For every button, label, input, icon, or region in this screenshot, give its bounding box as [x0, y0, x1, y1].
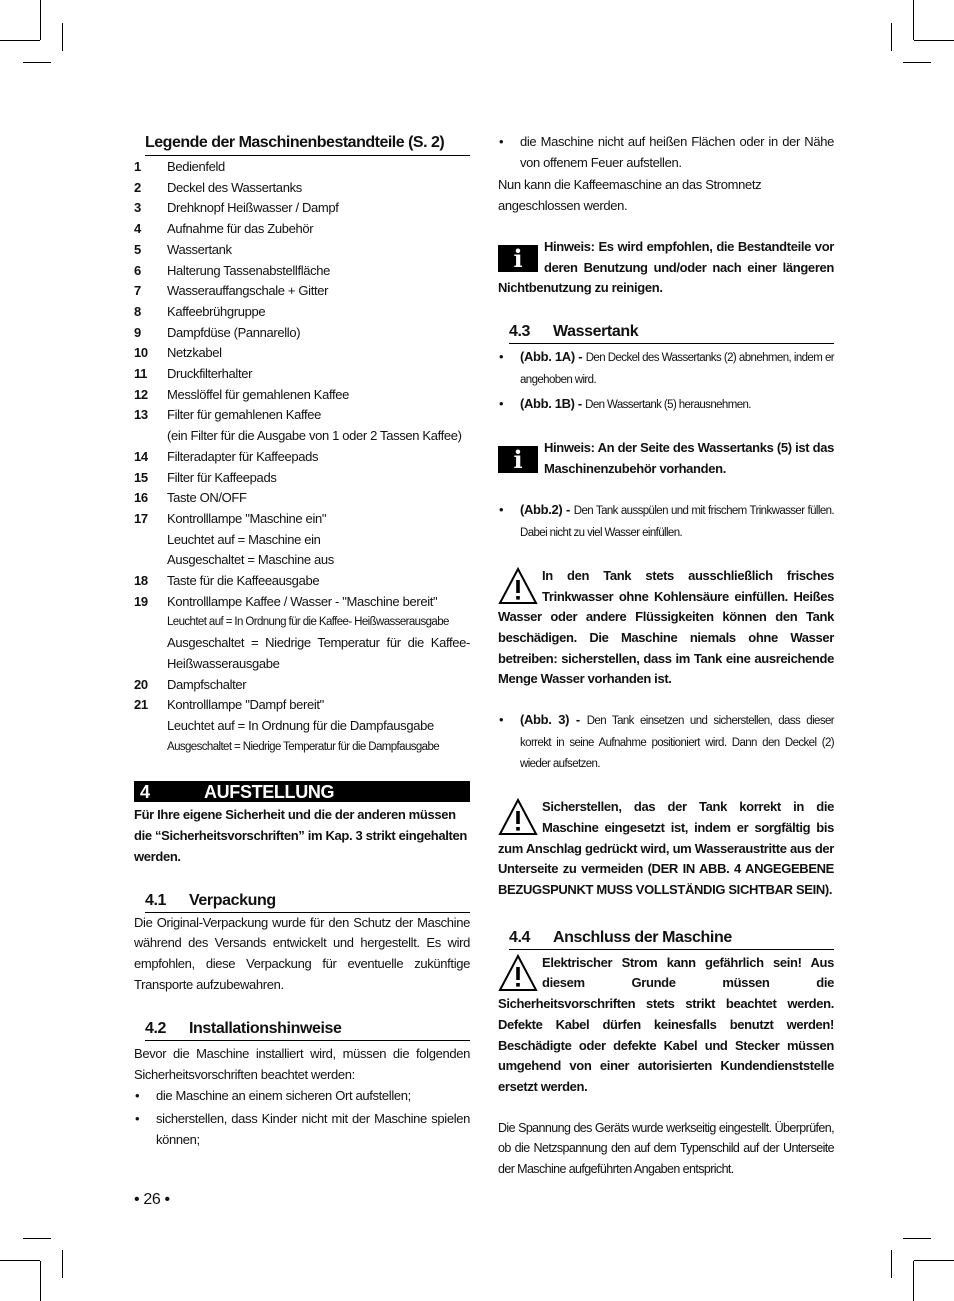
legend-item-detail: [134, 737, 470, 758]
legend-item-number: 14: [134, 448, 148, 464]
legend-item-label: Bedienfeld: [167, 159, 225, 174]
left-column: [134, 132, 470, 1151]
right-column: [498, 132, 834, 1180]
warning-icon: [498, 954, 538, 992]
list-item: • (Abb. 3) - Den Tank einsetzen und sicherstellen, dass dieser korrekt in seine Aufnahme positioniert wird. Dann den Deckel (2) wieder aufsetzen.: [499, 712, 835, 771]
legend-item-label: Taste ON/OFF: [167, 490, 247, 506]
legend-item-number: [134, 633, 167, 674]
legend-item-number: 10: [134, 345, 148, 361]
legend-item-label: Ausgeschaltet = Niedrige Temperatur für die Kaffee-Heißwasserausgabe: [167, 635, 470, 671]
legend-item-number: [134, 716, 167, 737]
legend-item: [134, 343, 470, 364]
legend-item: [134, 405, 470, 426]
legend-item-label: Dampfdüse (Pannarello): [167, 324, 301, 340]
warning-icon: [498, 798, 538, 836]
legend-item-label: Leuchtet auf = Maschine ein: [167, 531, 321, 547]
legend-item-number: 21: [134, 697, 148, 713]
list-item: • die Maschine an einem sicheren Ort aufstellen;: [135, 1087, 411, 1103]
legend-item: [134, 178, 470, 199]
crop-mark: [891, 23, 892, 51]
legend-item: [134, 198, 470, 219]
info-icon: i: [498, 446, 538, 473]
section-4-intro: Für Ihre eigene Sicherheit und die der anderen müssen die “Sicherheitsvorschriften” im Kap. 3 strikt eingehalten werden.: [134, 807, 467, 864]
legend-item-number: 5: [134, 241, 141, 257]
legend-item: [134, 488, 470, 509]
legend-item-number: 4: [134, 221, 141, 237]
subsection-4-2-header: [145, 1019, 470, 1041]
legend-item-number: 16: [134, 490, 148, 506]
legend-item-number: 13: [134, 407, 148, 423]
subsection-4-3-header: [509, 322, 834, 344]
legend-item-label: Wasserauffangschale + Gitter: [167, 283, 329, 299]
section-title: AUFSTELLUNG: [204, 782, 335, 803]
legend-item-number: 11: [134, 366, 148, 382]
legend-item-number: 6: [134, 262, 141, 278]
legend-item-number: 18: [134, 573, 148, 589]
connection-ready-text: Nun kann die Kaffeemaschine an das Stromnetz angeschlossen werden.: [498, 177, 762, 214]
legend-item-number: 12: [134, 386, 148, 402]
figure-ref: (Abb. 3) -: [520, 712, 580, 728]
legend-item-number: 1: [134, 159, 141, 174]
list-item: • sicherstellen, dass Kinder nicht mit der Maschine spielen können;: [135, 1111, 470, 1148]
legend-item-number: 7: [134, 283, 141, 299]
legend-item: [134, 157, 470, 178]
legend-item: [134, 675, 470, 696]
subsection-number: 4.3: [509, 322, 531, 340]
page-number: • 26 •: [134, 1191, 170, 1208]
figure-ref: (Abb. 1B) -: [520, 396, 582, 412]
legend-item: [134, 240, 470, 261]
legend-item-label: Dampfschalter: [167, 676, 247, 692]
packaging-text: Die Original-Verpackung wurde für den Schutz der Maschine während des Versands entwickelt und hergestellt. Es wird empfohlen, diese Verpackung für eventuelle zukünftige Transporte aufzubewahren.: [134, 914, 470, 992]
legend-item-label: (ein Filter für die Ausgabe von 1 oder 2 Tassen Kaffee): [167, 428, 462, 444]
crop-mark: [903, 1238, 931, 1239]
subsection-number: 4.1: [145, 891, 167, 909]
legend-list: [134, 157, 470, 757]
crop-mark: [0, 40, 40, 41]
legend-item-number: 8: [134, 303, 141, 319]
legend-item: [134, 323, 470, 344]
legend-item-label: Filter für gemahlenen Kaffee: [167, 407, 322, 423]
legend-item-number: [134, 550, 167, 571]
subsection-title: Installationshinweise: [189, 1020, 342, 1038]
legend-item-label: Messlöffel für gemahlenen Kaffee: [167, 386, 349, 402]
list-item: • (Abb. 1A) - Den Deckel des Wassertanks (2) abnehmen, indem er angehoben wird.: [499, 348, 835, 386]
info-note-text: Hinweis: An der Seite des Wassertanks (5) ist das Maschinenzubehör vorhanden.: [544, 440, 834, 476]
subsection-title: Anschluss der Maschine: [553, 928, 732, 946]
legend-item-label: Wassertank: [167, 241, 232, 257]
legend-item-number: 15: [134, 469, 148, 485]
legend-item-label: Filteradapter für Kaffeepads: [167, 448, 319, 464]
legend-item-label: Netzkabel: [167, 345, 222, 361]
installation-text: Bevor die Maschine installiert wird, müssen die folgenden Sicherheitsvorschriften beachtet werden:: [134, 1046, 470, 1083]
list-item: • (Abb. 1B) - Den Wassertank (5) herausnehmen.: [499, 396, 751, 412]
subsection-4-1-header: [145, 891, 470, 913]
legend-item-detail: [134, 612, 470, 633]
crop-mark: [23, 62, 51, 63]
figure-ref: (Abb. 1A) -: [520, 348, 583, 364]
warning-text: Elektrischer Strom kann gefährlich sein! Aus diesem Grunde müssen die Sicherheitsvorschriften stets strikt beachtet werden. Defekte Kabel dürfen keinesfalls benutzt werden! Beschädigte oder defekte Kabel und Stecker müssen umgehend von einer autorisierten Kundendienststelle ersetzt werden.: [498, 954, 834, 1094]
crop-mark: [891, 1250, 892, 1278]
legend-item-detail: [134, 716, 470, 737]
legend-item-number: 20: [134, 676, 148, 692]
info-note: [498, 237, 834, 299]
legend-item-label: Kontrolllampe "Dampf bereit": [167, 697, 324, 713]
legend-item: [134, 219, 470, 240]
warning-note: [498, 953, 834, 1098]
legend-item-detail: [134, 633, 470, 674]
legend-item: [134, 261, 470, 282]
crop-mark: [914, 1260, 954, 1261]
warning-note: [498, 797, 834, 901]
legend-item-label: Leuchtet auf = In Ordnung für die Dampfausgabe: [167, 717, 434, 733]
legend-item-number: [134, 426, 167, 447]
crop-mark: [40, 0, 41, 40]
crop-mark: [913, 1261, 914, 1301]
subsection-number: 4.2: [145, 1020, 167, 1038]
list-item: • (Abb.2) - Den Tank ausspülen und mit frischem Trinkwasser füllen. Dabei nicht zu viel Wasser einfüllen.: [499, 502, 834, 540]
crop-mark: [40, 1261, 41, 1301]
legend-title: Legende der Maschinenbestandteile (S. 2): [145, 132, 470, 156]
section-number: 4: [140, 782, 150, 803]
crop-mark: [914, 40, 954, 41]
warning-text: In den Tank stets ausschließlich frisches Trinkwasser ohne Kohlensäure einfüllen. Heißes Wasser oder andere Flüssigkeiten können den Tank beschädigen. Die Maschine niemals ohne Wasser betreiben: sicherstellen, dass im Tank eine ausreichende Menge Wasser vorhanden ist.: [498, 567, 834, 687]
subsection-number: 4.4: [509, 928, 531, 946]
legend-item-label: Kontrolllampe "Maschine ein": [167, 510, 327, 526]
legend-item: [134, 281, 470, 302]
voltage-text: Die Spannung des Geräts wurde werkseitig eingestellt. Überprüfen, ob die Netzspannung den auf dem Typenschild auf der Unterseite der Maschine aufgeführten Angaben entspricht.: [498, 1120, 834, 1177]
legend-item-label: Drehknopf Heißwasser / Dampf: [167, 200, 339, 216]
legend-item-number: 3: [134, 200, 141, 216]
legend-item-label: Leuchtet auf = In Ordnung für die Kaffee- Heißwasserausgabe: [167, 616, 449, 629]
warning-icon: [498, 567, 538, 605]
subsection-title: Wassertank: [553, 322, 639, 340]
legend-item-number: [134, 612, 167, 633]
legend-item-number: 17: [134, 510, 148, 526]
legend-item-label: Kontrolllampe Kaffee / Wasser - "Maschine bereit": [167, 593, 438, 609]
info-icon: i: [498, 245, 538, 272]
legend-item: [134, 571, 470, 592]
legend-item-label: Taste für die Kaffeeausgabe: [167, 573, 320, 589]
legend-item-label: Filter für Kaffeepads: [167, 469, 277, 485]
legend-item: [134, 302, 470, 323]
legend-item: [134, 509, 470, 530]
info-note-text: Hinweis: Es wird empfohlen, die Bestandteile vor deren Benutzung und/oder nach einer längeren Nichtbenutzung zu reinigen.: [498, 238, 834, 296]
legend-item-number: 2: [134, 179, 141, 195]
legend-item-label: Ausgeschaltet = Niedrige Temperatur für die Dampfausgabe: [167, 740, 440, 753]
legend-item-detail: [134, 530, 470, 551]
legend-item: [134, 592, 470, 613]
figure-ref: (Abb.2) -: [520, 502, 571, 518]
legend-item-detail: [134, 550, 470, 571]
legend-item: [134, 695, 470, 716]
crop-mark: [23, 1238, 51, 1239]
legend-item-number: 9: [134, 324, 141, 340]
crop-mark: [903, 62, 931, 63]
subsection-title: Verpackung: [189, 891, 276, 909]
legend-item-detail: [134, 426, 470, 447]
warning-note: [498, 566, 834, 690]
legend-item-label: Deckel des Wassertanks: [167, 179, 302, 195]
crop-mark: [62, 1250, 63, 1278]
list-item: • die Maschine nicht auf heißen Flächen oder in der Nähe von offenem Feuer aufstellen.: [499, 134, 834, 170]
legend-item-number: [134, 530, 167, 551]
crop-mark: [0, 1260, 40, 1261]
subsection-4-4-header: [509, 928, 834, 950]
legend-item-number: 19: [134, 593, 148, 609]
legend-item-label: Kaffeebrühgruppe: [167, 303, 266, 319]
legend-item-number: [134, 737, 167, 758]
warning-text: Sicherstellen, das der Tank korrekt in die Maschine eingesetzt ist, indem er sorgfältig bis zum Anschlag gedrückt wird, um Wasseraustritte aus der Unterseite zu vermeiden (DER IN ABB. 4 ANGEGEBENE BEZUGSPUNKT MUSS VOLLSTÄNDIG SICHTBAR SEIN).: [498, 799, 834, 897]
legend-item-label: Halterung Tassenabstellfläche: [167, 262, 331, 278]
legend-item: [134, 364, 470, 385]
legend-item: [134, 468, 470, 489]
legend-item: [134, 447, 470, 468]
legend-item-label: Druckfilterhalter: [167, 366, 253, 382]
legend-item: [134, 385, 470, 406]
legend-item-label: Ausgeschaltet = Maschine aus: [167, 552, 334, 568]
crop-mark: [62, 23, 63, 51]
info-note: [498, 438, 834, 479]
crop-mark: [913, 0, 914, 40]
section-4-header: [134, 781, 470, 802]
legend-item-label: Aufnahme für das Zubehör: [167, 221, 314, 237]
